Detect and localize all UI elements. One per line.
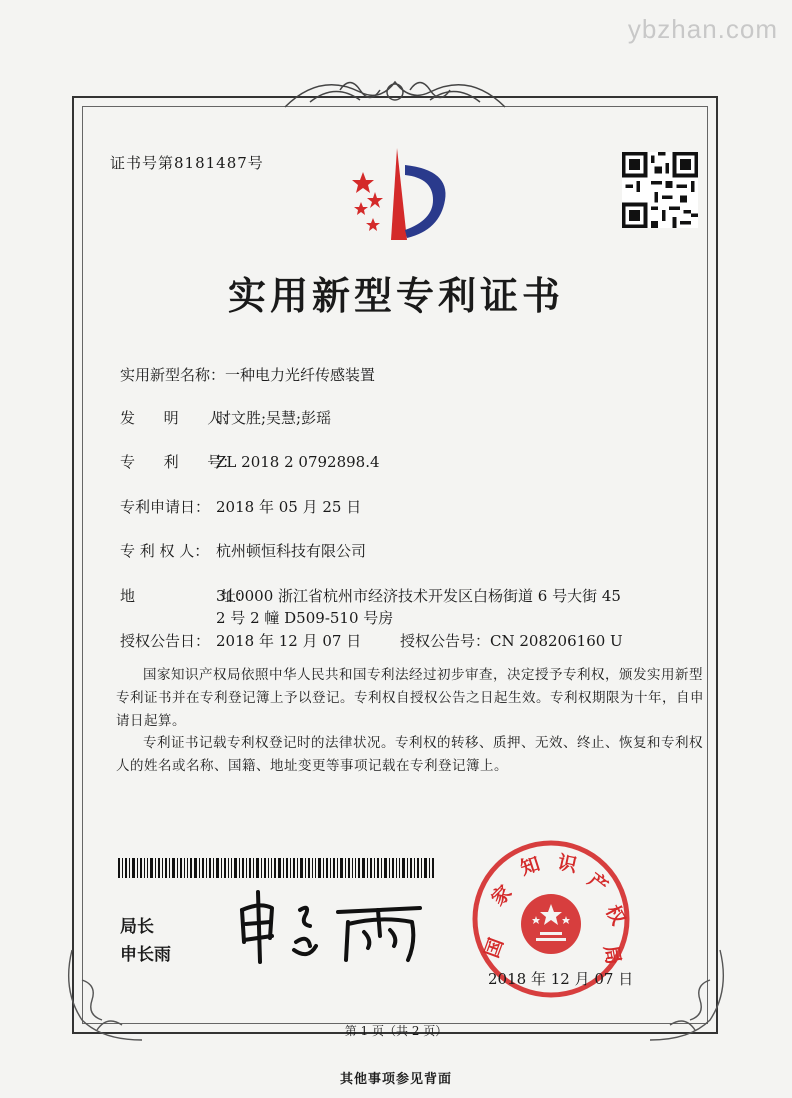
address-line2: 2 号 2 幢 D509-510 号房 (216, 609, 394, 627)
svg-text:识: 识 (555, 851, 579, 877)
patent-number-label: 专 利 号： (120, 453, 238, 471)
patentee-row (120, 540, 366, 561)
patent-office-emblem-icon (345, 140, 455, 250)
grant-number-row (400, 630, 623, 651)
svg-text:权: 权 (601, 901, 630, 929)
patent-number-row (120, 451, 380, 472)
barcode-icon (118, 858, 436, 878)
inventor-label: 发 明 人： (120, 409, 238, 427)
svg-text:知: 知 (517, 852, 543, 880)
statement-paragraph-2: 专利证书记载专利权登记时的法律状况。专利权的转移、质押、无效、终止、恢复和专利权人的姓名或名称、国籍、地址变更等事项记载在专利登记簿上。 (116, 735, 703, 774)
inventor-row (120, 407, 331, 428)
address-label: 地 址： (120, 587, 251, 605)
filing-date-value: 2018 年 05 月 25 日 (216, 498, 362, 516)
utility-model-name-value: 一种电力光纤传感装置 (225, 366, 376, 384)
watermark: ybzhan.com (627, 14, 778, 44)
patentee-value: 杭州顿恒科技有限公司 (216, 542, 367, 560)
patentee-label: 专 利 权 人： (120, 542, 210, 560)
top-ornament-icon (280, 62, 510, 122)
patent-number-value: ZL 2018 2 0792898.4 (216, 453, 380, 471)
seal-date: 2018 年 12 月 07 日 (488, 970, 634, 988)
svg-text:家: 家 (487, 881, 517, 911)
address-line1: 310000 浙江省杭州市经济技术开发区白杨街道 6 号大街 45 (216, 587, 621, 605)
grant-date-value: 2018 年 12 月 07 日 (216, 632, 362, 650)
statement-paragraph-1: 国家知识产权局依照中华人民共和国专利法经过初步审查，决定授予专利权，颁发实用新型专利证书并在专利登记簿上予以登记。专利权自授权公告之日起生效。专利权期限为十年，自申请日起算。 (116, 667, 704, 729)
address-line2-row (216, 607, 393, 628)
certificate-number: 证书号第8181487号 (110, 154, 264, 172)
footer-note: 其他事项参见背面 (339, 1072, 452, 1087)
director-name: 申长雨 (120, 945, 171, 965)
utility-model-name-label: 实用新型名称： (120, 366, 226, 384)
page-number: 第 1 页（共 2 页） (344, 1024, 448, 1038)
grant-number-label: 授权公告号： (400, 632, 491, 650)
svg-text:局: 局 (599, 943, 625, 967)
grant-number-value: CN 208206160 U (490, 632, 623, 650)
filing-date-row (120, 496, 361, 517)
address-row (120, 585, 621, 606)
svg-text:产: 产 (583, 868, 612, 898)
utility-model-name-row (120, 364, 375, 385)
filing-date-label: 专利申请日： (120, 498, 211, 516)
qr-code-icon (622, 152, 698, 228)
director-title: 局长 (120, 917, 154, 937)
grant-date-label: 授权公告日： (120, 632, 211, 650)
certificate-title: 实用新型专利证书 (227, 273, 564, 318)
grant-date-row (120, 630, 361, 651)
inventor-value: 时文胜;吴慧;彭瑶 (216, 409, 332, 427)
director-signature (230, 880, 430, 970)
svg-text:国: 国 (480, 935, 508, 961)
